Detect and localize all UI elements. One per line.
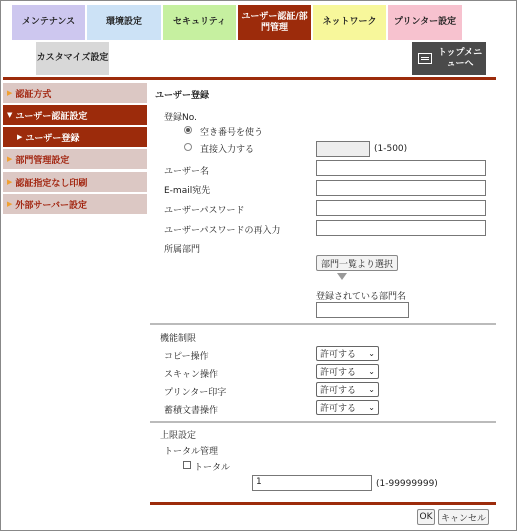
function-copy-label: コピー操作 (164, 352, 209, 362)
email-label: E-mail宛先 (164, 186, 211, 196)
email-field[interactable] (316, 180, 486, 196)
function-scan-select[interactable]: 許可する ⌄ (316, 364, 379, 379)
total-limit-input[interactable]: 1 (252, 475, 372, 491)
tab-maintenance[interactable]: メンテナンス (12, 5, 85, 40)
total-limit-range: (1-99999999) (376, 479, 438, 489)
top-menu-label: トップメニューへ (437, 47, 483, 69)
function-section-title: 機能制限 (160, 334, 197, 344)
function-copy-select[interactable]: 許可する ⌄ (316, 346, 379, 361)
password-confirm-field[interactable] (316, 220, 486, 236)
registered-dept-field[interactable] (316, 302, 409, 318)
total-checkbox[interactable] (183, 461, 191, 469)
total-checkbox-label: トータル (194, 463, 231, 473)
triangle-right-icon: ▶ (7, 200, 13, 208)
reg-no-label: 登録No. (164, 113, 197, 123)
sidebar-item-user-auth-settings[interactable]: ▼ ユーザー認証設定 (3, 105, 147, 125)
section-divider (150, 323, 496, 325)
total-mgmt-label: トータル管理 (164, 447, 219, 457)
tab-security[interactable]: セキュリティ (163, 5, 236, 40)
password-field[interactable] (316, 200, 486, 216)
function-print-select[interactable]: 許可する ⌄ (316, 382, 379, 397)
tab-customize[interactable]: カスタマイズ設定 (36, 42, 109, 75)
tab-network[interactable]: ネットワーク (313, 5, 386, 40)
triangle-right-icon: ▶ (7, 155, 13, 163)
direct-number-range: (1-500) (374, 144, 408, 154)
password-confirm-label: ユーザーパスワードの再入力 (164, 226, 281, 236)
function-storage-label: 蓄積文書操作 (164, 406, 219, 416)
footer-divider (150, 502, 496, 505)
chevron-down-icon: ⌄ (368, 385, 375, 394)
function-print-label: プリンター印字 (164, 388, 227, 398)
username-field[interactable] (316, 160, 486, 176)
triangle-right-icon: ▶ (7, 178, 13, 186)
top-menu-button[interactable] (412, 42, 486, 75)
section-divider (150, 421, 496, 423)
chevron-down-icon: ⌄ (368, 403, 375, 412)
chevron-down-icon: ⌄ (368, 367, 375, 376)
sidebar-item-user-registration[interactable]: ▶ ユーザー登録 (3, 127, 147, 147)
triangle-right-icon: ▶ (17, 133, 23, 141)
tab-printer[interactable]: プリンター設定 (388, 5, 462, 40)
ok-button[interactable]: OK (417, 509, 435, 525)
password-label: ユーザーパスワード (164, 206, 245, 216)
direct-number-input[interactable] (316, 141, 370, 157)
radio-auto-number[interactable] (184, 126, 192, 134)
sidebar-item-dept-mgmt[interactable]: ▶ 部門管理設定 (3, 149, 147, 169)
arrow-down-icon (337, 273, 347, 280)
cancel-button[interactable]: キャンセル (438, 509, 489, 525)
sidebar-item-unauth-print[interactable]: ▶ 認証指定なし印刷 (3, 172, 147, 192)
limit-section-title: 上限設定 (160, 431, 197, 441)
header-divider (3, 77, 496, 80)
radio-auto-number-label: 空き番号を使う (200, 128, 264, 138)
page-title: ユーザー登録 (155, 91, 210, 101)
radio-direct-input-label: 直接入力する (200, 145, 255, 155)
registered-dept-label: 登録されている部門名 (316, 292, 407, 302)
radio-direct-input[interactable] (184, 143, 192, 151)
chevron-down-icon: ⌄ (368, 349, 375, 358)
dept-select-button[interactable]: 部門一覧より選択 (316, 255, 398, 271)
triangle-down-icon: ▼ (7, 111, 13, 119)
menu-list-icon (418, 53, 432, 64)
tab-environment[interactable]: 環境設定 (87, 5, 161, 40)
tab-user-auth[interactable]: ユーザー認証/部門管理 (238, 5, 311, 40)
function-storage-select[interactable]: 許可する ⌄ (316, 400, 379, 415)
function-scan-label: スキャン操作 (164, 370, 219, 380)
sidebar-item-external-server[interactable]: ▶ 外部サーバー設定 (3, 194, 147, 214)
dept-label: 所属部門 (164, 245, 201, 255)
sidebar-item-auth-method[interactable]: ▶ 認証方式 (3, 83, 147, 103)
triangle-right-icon: ▶ (7, 89, 13, 97)
username-label: ユーザー名 (164, 167, 210, 177)
